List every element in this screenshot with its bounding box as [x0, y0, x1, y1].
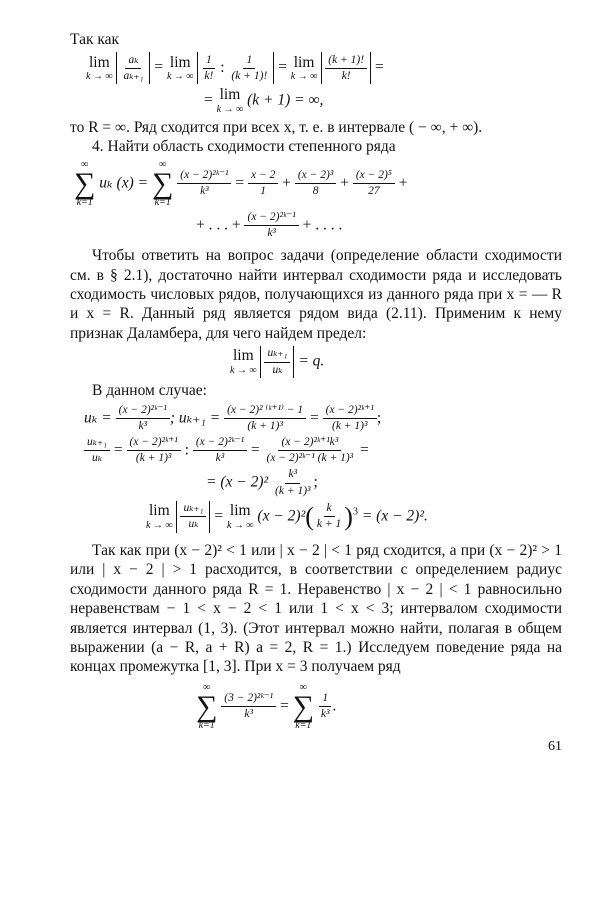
math-symbol: [177, 169, 231, 198]
math-symbol: [264, 436, 357, 465]
formula-ratio-simplified: [70, 468, 562, 497]
math-symbol: :: [184, 441, 189, 459]
formula-ratio: [70, 436, 562, 465]
math-symbol: [260, 346, 294, 378]
math-symbol: [248, 169, 278, 198]
math-symbol: (k + 1) = ∞,: [247, 91, 324, 109]
math-symbol: lim: [232, 347, 254, 365]
formula-series: [70, 160, 562, 208]
math-symbol: k!: [341, 69, 351, 82]
math-symbol: uₖ₊₁: [84, 436, 110, 451]
math-symbol: ∑: [74, 166, 96, 200]
math-symbol: 1: [243, 54, 255, 69]
math-symbol: [224, 404, 306, 433]
math-symbol: =: [214, 507, 224, 525]
math-symbol: k³: [267, 226, 276, 239]
intro-text: Так как: [70, 31, 120, 48]
math-symbol: [146, 503, 173, 531]
math-symbol: (3 − 2)²ᵏ⁻¹: [221, 692, 276, 707]
math-symbol: k³: [215, 452, 225, 465]
math-symbol: 1: [260, 185, 267, 198]
math-symbol: =: [154, 58, 164, 76]
math-symbol: k³: [285, 468, 300, 483]
math-symbol: = (x − 2)²: [206, 473, 269, 491]
math-symbol: ∞: [299, 681, 307, 693]
math-symbol: =: [374, 58, 384, 76]
math-symbol: x − 2: [248, 169, 278, 184]
math-symbol: [180, 502, 206, 531]
math-symbol: [318, 692, 333, 721]
math-symbol: k → ∞: [226, 519, 254, 531]
math-symbol: uₖ₊₁: [180, 502, 206, 517]
math-symbol: k!: [204, 69, 214, 82]
math-symbol: ∑: [151, 166, 174, 200]
math-symbol: (x − 2)²: [257, 507, 306, 525]
math-symbol: =: [235, 174, 245, 192]
math-symbol: k: [324, 502, 335, 517]
math-symbol: [167, 55, 194, 83]
math-symbol: (k + 1)³: [135, 452, 172, 465]
math-symbol: =: [250, 441, 260, 459]
formula-limit-ratio: [70, 52, 562, 84]
math-symbol: (x − 2)²ᵏ⁺¹: [323, 404, 377, 419]
math-symbol: aₖ: [125, 54, 141, 69]
math-symbol: [321, 52, 371, 84]
task-4-heading: 4. Найти область сходимости степенного ряда: [92, 138, 396, 156]
math-symbol: ∑: [196, 689, 218, 723]
math-symbol: ∞: [81, 158, 89, 170]
math-symbol: [196, 683, 217, 731]
math-symbol: [291, 55, 318, 83]
paragraph-method: Чтобы ответить на вопрос задачи (определение области сходимости см. в § 2.1), достаточно найти интервал сходимости ряда и исследовать сходимость числовых рядов, получающихся из данного ряда при x = — R и x = R. Данный ряд является рядом вида (2.11). Применим к нему признак Даламбера, для чего найдем предел:: [70, 247, 562, 342]
math-symbol: [193, 436, 247, 465]
math-symbol: (k + 1)³: [331, 419, 368, 432]
math-symbol: [293, 683, 314, 731]
math-symbol: [272, 468, 313, 497]
math-symbol: [120, 54, 146, 83]
math-symbol: ∞: [203, 681, 211, 693]
math-symbol: =: [360, 441, 369, 459]
math-symbol: ∑: [292, 689, 315, 723]
math-symbol: .: [332, 697, 337, 715]
radius-text: то R = ∞. Ряд сходится при всех x, т. е. в интервале ( − ∞, + ∞).: [70, 118, 483, 136]
math-symbol: k=1: [295, 719, 312, 731]
math-symbol: [86, 55, 113, 83]
math-symbol: =: [280, 697, 289, 715]
math-symbol: (k + 1)!: [231, 69, 268, 82]
math-symbol: 1: [319, 692, 331, 707]
math-symbol: =: [278, 58, 287, 76]
math-symbol: k → ∞: [166, 71, 194, 83]
math-symbol: k³: [138, 419, 148, 432]
math-symbol: (x − 2)⁵: [353, 169, 395, 184]
math-symbol: [201, 54, 216, 83]
math-symbol: uₖ (x) =: [99, 174, 149, 192]
math-symbol: 3: [352, 506, 358, 518]
math-symbol: [217, 87, 244, 115]
formula-endpoint-series: [70, 683, 562, 731]
formula-terms: [70, 404, 562, 433]
math-symbol: uₖ: [92, 452, 102, 465]
math-symbol: = q.: [298, 352, 325, 370]
math-symbol: k³: [320, 708, 330, 721]
math-symbol: (x − 2)²ᵏ⁺¹k³: [278, 436, 341, 451]
math-symbol: (k + 1)³: [275, 484, 311, 497]
math-symbol: uₖ₊₁: [264, 347, 290, 362]
math-symbol: [244, 211, 298, 240]
math-symbol: [127, 436, 181, 465]
math-symbol: [152, 160, 173, 208]
math-symbol: ;: [376, 408, 382, 426]
formula-series-tail: [70, 211, 562, 240]
math-symbol: uₖ: [188, 518, 199, 531]
math-symbol: (k + 1)³: [247, 419, 283, 432]
math-symbol: (x − 2)²ᵏ⁻¹: [177, 169, 231, 184]
case-text: В данном случае:: [92, 382, 207, 400]
math-symbol: lim: [148, 502, 170, 520]
math-symbol: k → ∞: [290, 71, 318, 83]
math-symbol: [221, 692, 276, 721]
math-symbol: (x − 2)²ᵏ⁻¹: [244, 211, 298, 226]
math-symbol: [176, 501, 210, 533]
math-symbol: +: [340, 174, 349, 192]
math-symbol: (x − 2)²ᵏ⁻¹: [193, 436, 247, 451]
math-symbol: k=1: [198, 719, 215, 731]
math-symbol: [116, 404, 170, 433]
formula-limit-result: [70, 87, 562, 115]
math-symbol: uₖ =: [84, 408, 112, 426]
math-symbol: 1: [203, 54, 215, 69]
math-symbol: aₖ₊₁: [123, 69, 144, 82]
math-symbol: :: [220, 59, 225, 77]
math-symbol: (x − 2)² ⁽ᵏ⁺¹⁾ − 1: [224, 404, 306, 419]
math-symbol: [323, 404, 377, 433]
math-symbol: k → ∞: [216, 103, 244, 115]
math-symbol: [84, 436, 110, 465]
math-symbol: +: [398, 174, 408, 192]
math-symbol: = (x − 2)².: [361, 507, 428, 525]
math-symbol: (x − 2)³: [295, 169, 336, 184]
math-symbol: lim: [219, 86, 241, 104]
math-symbol: k → ∞: [146, 519, 173, 531]
math-symbol: 8: [312, 185, 319, 198]
math-symbol: lim: [88, 53, 110, 71]
math-symbol: +: [282, 174, 291, 192]
math-symbol: [227, 503, 254, 531]
math-symbol: ;: [313, 473, 318, 491]
page-number: 61: [548, 738, 562, 754]
math-symbol: [264, 347, 290, 376]
math-symbol: k → ∞: [86, 71, 113, 83]
math-symbol: (k + 1)!: [325, 54, 367, 69]
math-symbol: (x − 2)²ᵏ⁺¹: [127, 436, 181, 451]
math-symbol: [74, 160, 95, 208]
formula-dalembert-limit: [70, 346, 562, 378]
paragraph-convergence: Так как при (x − 2)² < 1 или | x − 2 | < 1 ряд сходится, а при (x − 2)² > 1 или | x − 2 | > 1 расходится, в соответствии с определением радиус сходимости данного ряда R = 1. Неравенство | x − 2 | < 1 равносильно неравенствам − 1 < x − 2 < 1 или 1 < x < 3; интервалом сходимости является интервал (1, 3). (Этот интервал можно найти, полагая в общем выражении (a − R, a + R) a = 2, R = 1.) Исследуем поведение ряда на концах промежутка [1, 3]. При x = 3 получаем ряд: [70, 541, 562, 676]
math-symbol: 27: [368, 185, 380, 198]
formula-limit-final: [70, 501, 562, 533]
math-symbol: [353, 169, 395, 198]
math-symbol: k³: [200, 185, 209, 198]
math-symbol: (: [305, 501, 314, 531]
math-symbol: [116, 52, 150, 84]
math-symbol: [314, 502, 344, 531]
math-symbol: ∞: [159, 158, 167, 170]
math-symbol: k³: [244, 708, 253, 721]
math-symbol: lim: [293, 53, 315, 71]
math-symbol: (x − 2)²ᵏ⁻¹: [116, 404, 170, 419]
math-symbol: (x − 2)²ᵏ⁻¹ (k + 1)³: [266, 452, 354, 465]
math-symbol: [228, 54, 270, 83]
math-symbol: uₖ: [272, 363, 283, 376]
math-symbol: k + 1: [316, 518, 342, 531]
math-symbol: + . . . +: [196, 216, 241, 233]
math-symbol: ; uₖ₊₁ =: [169, 408, 221, 426]
math-symbol: [230, 348, 257, 376]
math-symbol: lim: [229, 502, 251, 520]
math-symbol: =: [309, 408, 319, 426]
math-symbol: [197, 52, 274, 84]
math-symbol: k=1: [154, 196, 171, 208]
math-symbol: [325, 54, 367, 83]
math-symbol: + . . . .: [302, 216, 343, 233]
math-symbol: k=1: [76, 196, 93, 208]
math-symbol: =: [113, 441, 123, 459]
math-symbol: lim: [169, 53, 191, 71]
math-symbol: k → ∞: [230, 364, 257, 376]
math-symbol: [295, 169, 336, 198]
math-symbol: ): [344, 501, 353, 531]
math-symbol: =: [204, 91, 213, 109]
